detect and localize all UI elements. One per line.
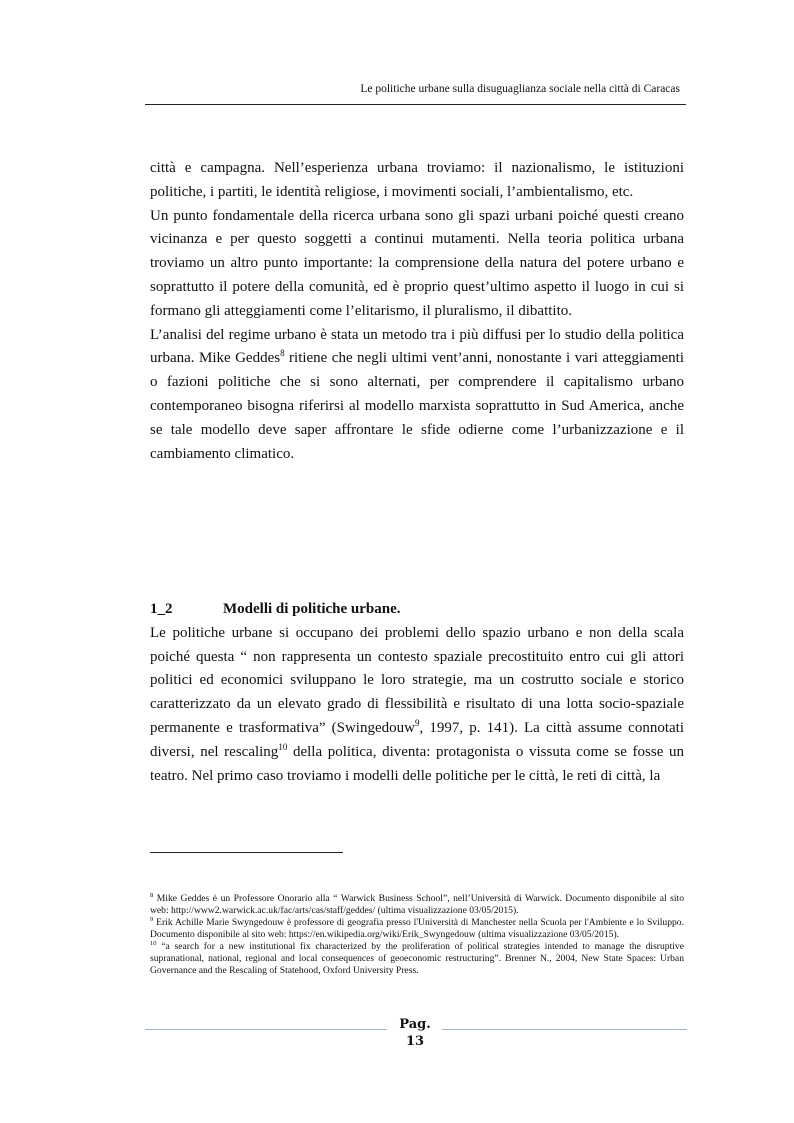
footnote-ref-9[interactable]: 9 [414, 717, 420, 728]
body-text [150, 157, 684, 466]
footnote-ref-10[interactable]: 10 [278, 741, 288, 752]
footnote-ref-8[interactable]: 8 [280, 348, 285, 359]
paragraph-1: città e campagna. Nell’esperienza urbana troviamo: il nazionalismo, le istituzioni politiche, i partiti, le identità religiose, i movimenti sociali, l’ambientalismo, etc. [150, 160, 684, 200]
running-title: Le politiche urbane sulla disuguaglianza sociale nella città di Caracas [360, 83, 680, 95]
paragraph-3 [150, 324, 684, 467]
footer-rule-left [145, 1029, 387, 1030]
footnote-9 [150, 917, 684, 941]
section-1-2 [150, 598, 684, 788]
section-text-b: , 1997, p. 141). La città assume connotati diversi, nel rescaling [150, 719, 684, 760]
section-text-a: Le politiche urbane si occupano dei problemi dello spazio urbano e non della scala poiché questa “ non rappresenta un contesto spaziale precostituito entro cui gli attori politici ed economici sviluppano le loro strategie, ma un costrutto sociale e storico caratterizzato da un elevato grado di flessibilità e risultato di una lotta socio-spaziale permanente e trasformativa” (Swingedouw [150, 624, 684, 736]
footnote-text: “a search for a new institutional fix characterized by the proliferation of political strategies intended to manage the disruptive supranational, national, regional and local consequences of geoeconomic restructuring”. Brenner N., 2004, New State Spaces: Urban Governance and the Rescaling of Statehood, Oxford University Press. [150, 941, 684, 976]
page-number-value: 13 [405, 1034, 425, 1049]
page-number [390, 1016, 440, 1050]
footnote-number: 9 [150, 915, 154, 923]
running-header [145, 80, 686, 105]
section-title: Modelli di politiche urbane. [223, 601, 401, 617]
paragraph-2: Un punto fondamentale della ricerca urbana sono gli spazi urbani poiché questi creano vicinanza e per questo soggetti a continui mutamenti. Nella teoria politica urbana troviamo un altro punto importante: la comprensione della natura del potere urbano e soprattutto il potere della comunità, ed è proprio quest’ultimo aspetto il luogo in cui si formano gli atteggiamenti come l’elitarismo, il pluralismo, il dibattito. [150, 207, 684, 319]
footnote-number: 10 [150, 939, 157, 947]
paragraph-3-text-a: L’analisi del regime urbano è stata un metodo tra i più diffusi per lo studio della politica urbana. Mike Geddes [150, 326, 684, 367]
footnote-10 [150, 941, 684, 977]
section-paragraph [150, 622, 684, 789]
section-text-c: della politica, diventa: protagonista o vissuta come se fosse un teatro. Nel primo caso troviamo i modelli delle politiche per le città, le reti di città, la [150, 743, 684, 784]
footnotes [150, 893, 684, 977]
section-heading [150, 598, 684, 622]
paragraph-3-text-b: ritiene che negli ultimi vent’anni, nonostante i vari atteggiamenti o fazioni politiche che si sono alternati, per comprendere il capitalismo urbano contemporaneo bisogna riferirsi al modello marxista soprattutto in Sud America, anche se tale modello deve saper affrontare le sfide odierne come l’urbanizzazione e il cambiamento climatico. [150, 350, 684, 462]
footnote-text: Mike Geddes è un Professore Onorario alla “ Warwick Business School”, nell’Università di Warwick. Documento disponibile al sito web: http://www2.warwick.ac.uk/fac/arts/cas/staff/geddes/ (ultima visualizzazione 03/05/2015). [150, 893, 684, 916]
section-number: 1_2 [150, 601, 173, 617]
footnote-separator [150, 852, 343, 853]
page-label: Pag. [399, 1017, 431, 1032]
footnote-8 [150, 893, 684, 917]
footnote-number: 8 [150, 891, 154, 899]
footer-rule-right [442, 1029, 687, 1030]
footnote-text: Erik Achille Marie Swyngedouw è professore di geografia presso l'Università di Manchester nella Scuola per l'Ambiente e lo Sviluppo. Documento disponibile al sito web: https://en.wikipedia.org/wiki/Erik_Swyngedouw (ultima visualizzazione 03/05/2015). [150, 917, 684, 940]
